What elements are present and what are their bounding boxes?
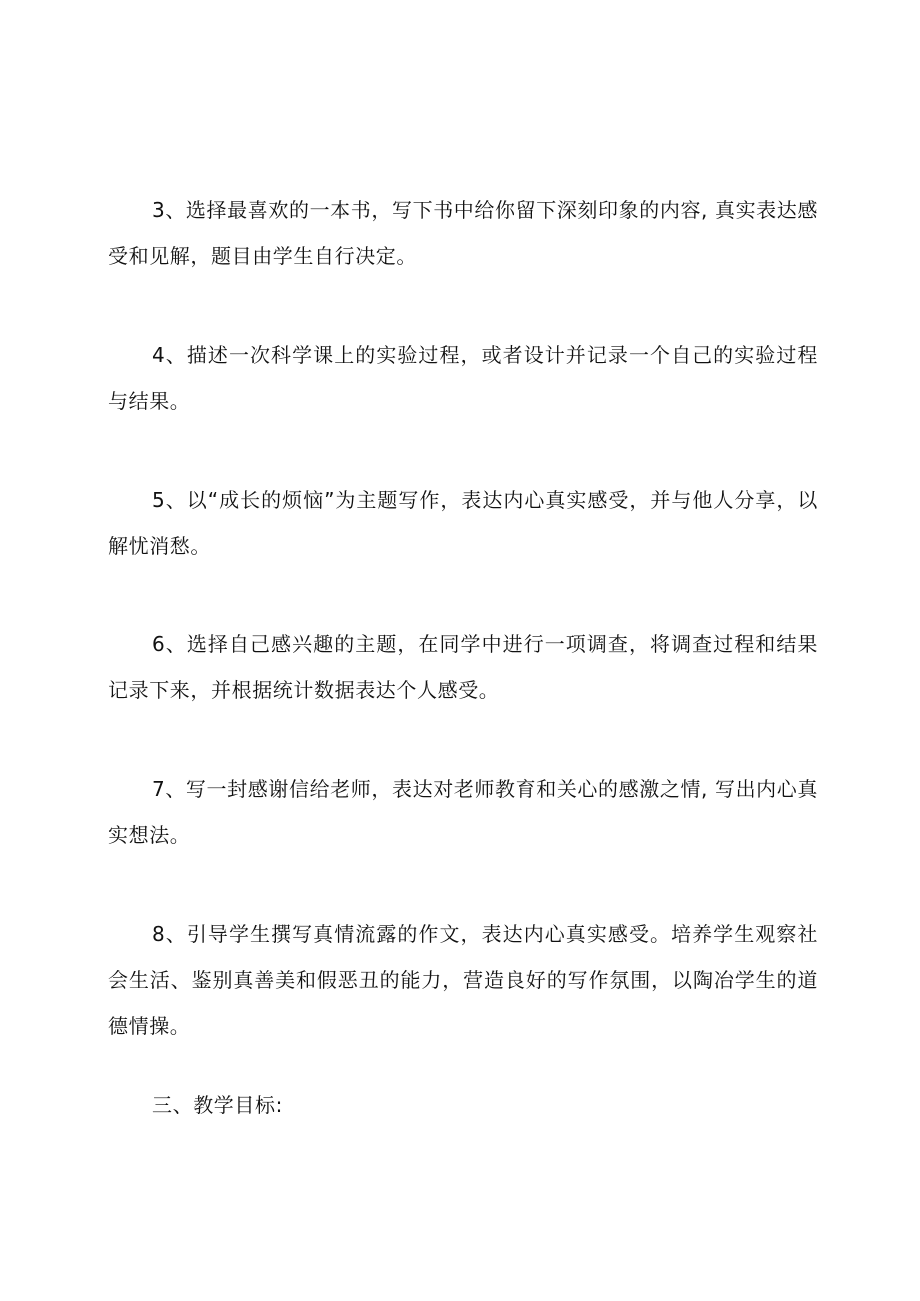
list-item-8: 8、引导学生撰写真情流露的作文，表达内心真实感受。培养学生观察社会生活、鉴别真善美和假恶丑的能力，营造良好的写作氛围，以陶冶学生的道德情操。 bbox=[108, 922, 818, 1038]
list-item-6: 6、选择自己感兴趣的主题，在同学中进行一项调查，将调查过程和结果记录下来，并根据统计数据表达个人感受。 bbox=[108, 632, 818, 702]
list-item-4: 4、描述一次科学课上的实验过程，或者设计并记录一个自己的实验过程与结果。 bbox=[108, 343, 818, 413]
list-item-5: 5、以“成长的烦恼”为主题写作，表达内心真实感受，并与他人分享，以解忧消愁。 bbox=[108, 488, 818, 558]
list-item-3: 3、选择最喜欢的一本书，写下书中给你留下深刻印象的内容, 真实表达感受和见解，题目由学生自行决定。 bbox=[108, 198, 818, 268]
list-item-7: 7、写一封感谢信给老师，表达对老师教育和关心的感激之情, 写出内心真实想法。 bbox=[108, 777, 818, 847]
section-heading: 三、教学目标: bbox=[152, 1093, 283, 1117]
